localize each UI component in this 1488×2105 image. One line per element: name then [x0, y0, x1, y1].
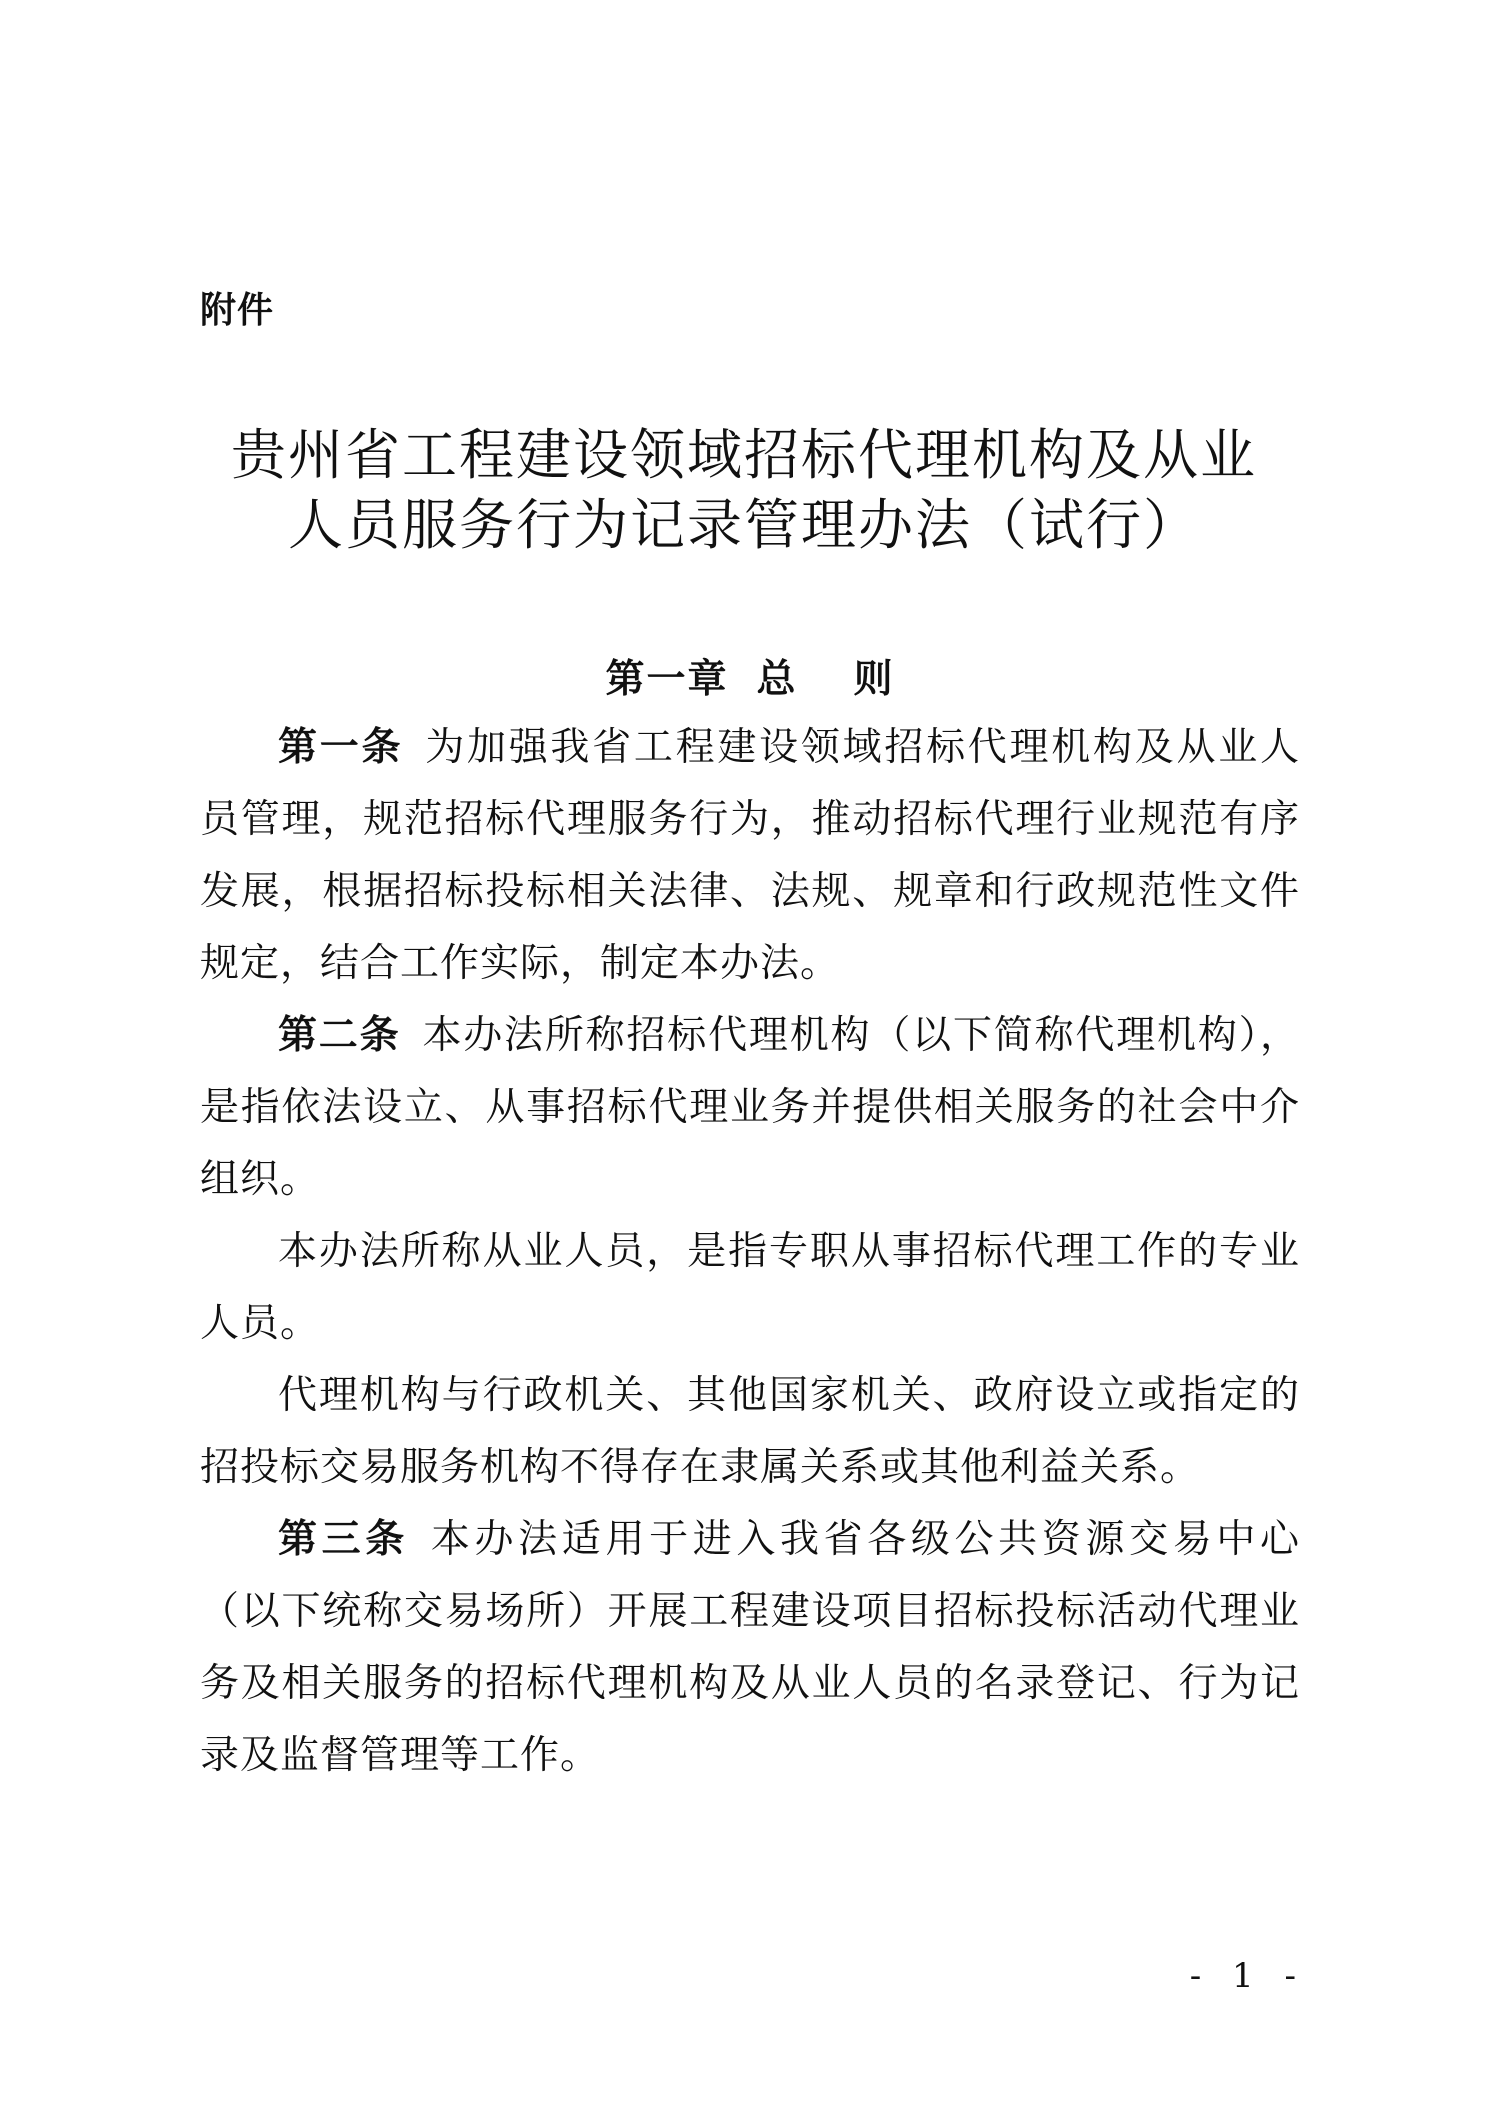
chapter-heading — [200, 648, 1300, 704]
article-label: 第二条 — [278, 1013, 401, 1058]
chapter-name-char-1: 总 — [756, 657, 798, 702]
paragraph-agency-relations: 代理机构与行政机关、其他国家机关、政府设立或指定的招投标交易服务机构不得存在隶属关系或其他利益关系。 — [200, 1373, 1300, 1490]
document-title-line-2: 人员服务行为记录管理办法（试行） — [287, 493, 1200, 557]
chapter-name-char-2: 则 — [853, 657, 895, 702]
article-text: 本办法所称招标代理机构（以下简称代理机构），是指依法设立、从事招标代理业务并提供相关服务的社会中介组织。 — [200, 1013, 1300, 1202]
article-text: 本办法适用于进入我省各级公共资源交易中心（以下统称交易场所）开展工程建设项目招标投标活动代理业务及相关服务的招标代理机构及从业人员的名录登记、行为记录及监督管理等工作。 — [200, 1517, 1300, 1778]
article-3 — [200, 1504, 1300, 1792]
article-label: 第三条 — [278, 1517, 409, 1562]
page-number: - 1 - — [1189, 1956, 1306, 1996]
article-label: 第一条 — [278, 725, 404, 770]
document-body — [200, 712, 1300, 1792]
paragraph-practitioners: 本办法所称从业人员，是指专职从事招标代理工作的专业人员。 — [200, 1229, 1300, 1346]
article-1 — [200, 712, 1300, 1000]
chapter-number: 第一章 — [605, 657, 729, 702]
article-2 — [200, 1000, 1300, 1216]
attachment-label: 附件 — [200, 290, 275, 331]
document-title-line-1: 贵州省工程建设领域招标代理机构及从业 — [230, 423, 1257, 487]
article-text: 为加强我省工程建设领域招标代理机构及从业人员管理，规范招标代理服务行为，推动招标代理行业规范有序发展，根据招标投标相关法律、法规、规章和行政规范性文件规定，结合工作实际，制定本办法。 — [200, 725, 1300, 986]
